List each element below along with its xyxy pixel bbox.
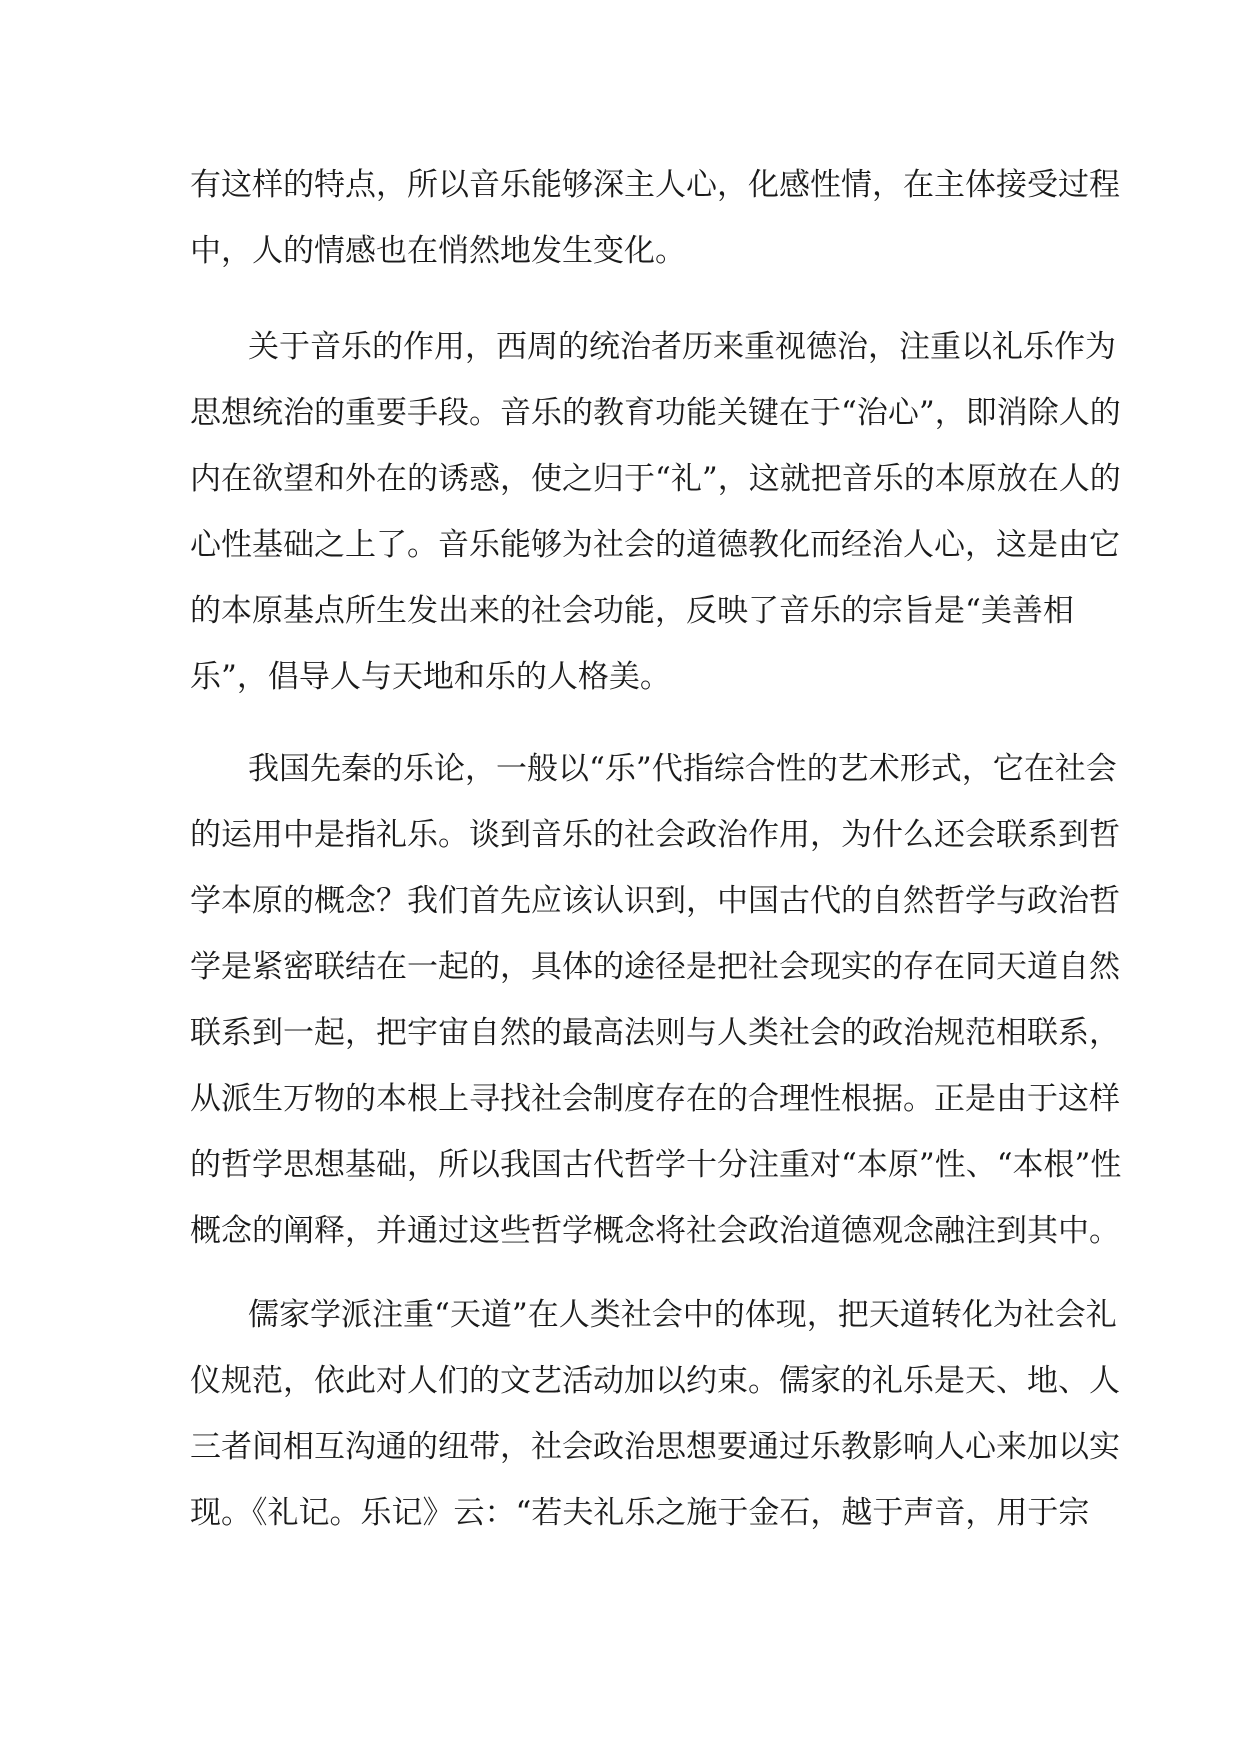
paragraph-2 [190,314,1121,710]
text-line: 联系到一起，把宇宙自然的最高法则与人类社会的政治规范相联系， [190,1015,1120,1051]
text-line: 三者间相互沟通的纽带，社会政治思想要通过乐教影响人心来加以实 [190,1429,1120,1465]
text-line: 现。《礼记。乐记》云：“若夫礼乐之施于金石，越于声音，用于宗 [190,1495,1090,1531]
text-line: 概念的阐释，并通过这些哲学概念将社会政治道德观念融注到其中。 [190,1213,1120,1249]
paragraph-4 [190,1282,1120,1546]
paragraph-1 [190,152,1120,284]
text-line: 的运用中是指礼乐。谈到音乐的社会政治作用，为什么还会联系到哲 [190,817,1120,853]
text-line: 关于音乐的作用，西周的统治者历来重视德治，注重以礼乐作为 [248,329,1116,365]
text-line: 内在欲望和外在的诱惑，使之归于“礼”，这就把音乐的本原放在人的 [190,461,1121,497]
text-line: 从派生万物的本根上寻找社会制度存在的合理性根据。正是由于这样 [190,1081,1120,1117]
text-line: 乐”，倡导人与天地和乐的人格美。 [190,659,671,695]
text-line: 心性基础之上了。音乐能够为社会的道德教化而经治人心，这是由它 [190,527,1120,563]
text-line: 儒家学派注重“天道”在人类社会中的体现，把天道转化为社会礼 [248,1297,1117,1333]
text-line: 我国先秦的乐论，一般以“乐”代指综合性的艺术形式，它在社会 [248,751,1117,787]
text-line: 有这样的特点，所以音乐能够深主人心，化感性情，在主体接受过程 [190,167,1120,203]
text-line: 学是紧密联结在一起的，具体的途径是把社会现实的存在同天道自然 [190,949,1120,985]
text-line: 的哲学思想基础，所以我国古代哲学十分注重对“本原”性、“本根”性 [190,1147,1122,1183]
text-line: 学本原的概念？我们首先应该认识到，中国古代的自然哲学与政治哲 [190,883,1120,919]
paragraph-3 [190,736,1122,1264]
text-line: 思想统治的重要手段。音乐的教育功能关键在于“治心”，即消除人的 [190,395,1121,431]
text-line: 中，人的情感也在悄然地发生变化。 [190,233,686,269]
text-line: 的本原基点所生发出来的社会功能，反映了音乐的宗旨是“美善相 [190,593,1074,629]
text-line: 仪规范，依此对人们的文艺活动加以约束。儒家的礼乐是天、地、人 [190,1363,1120,1399]
